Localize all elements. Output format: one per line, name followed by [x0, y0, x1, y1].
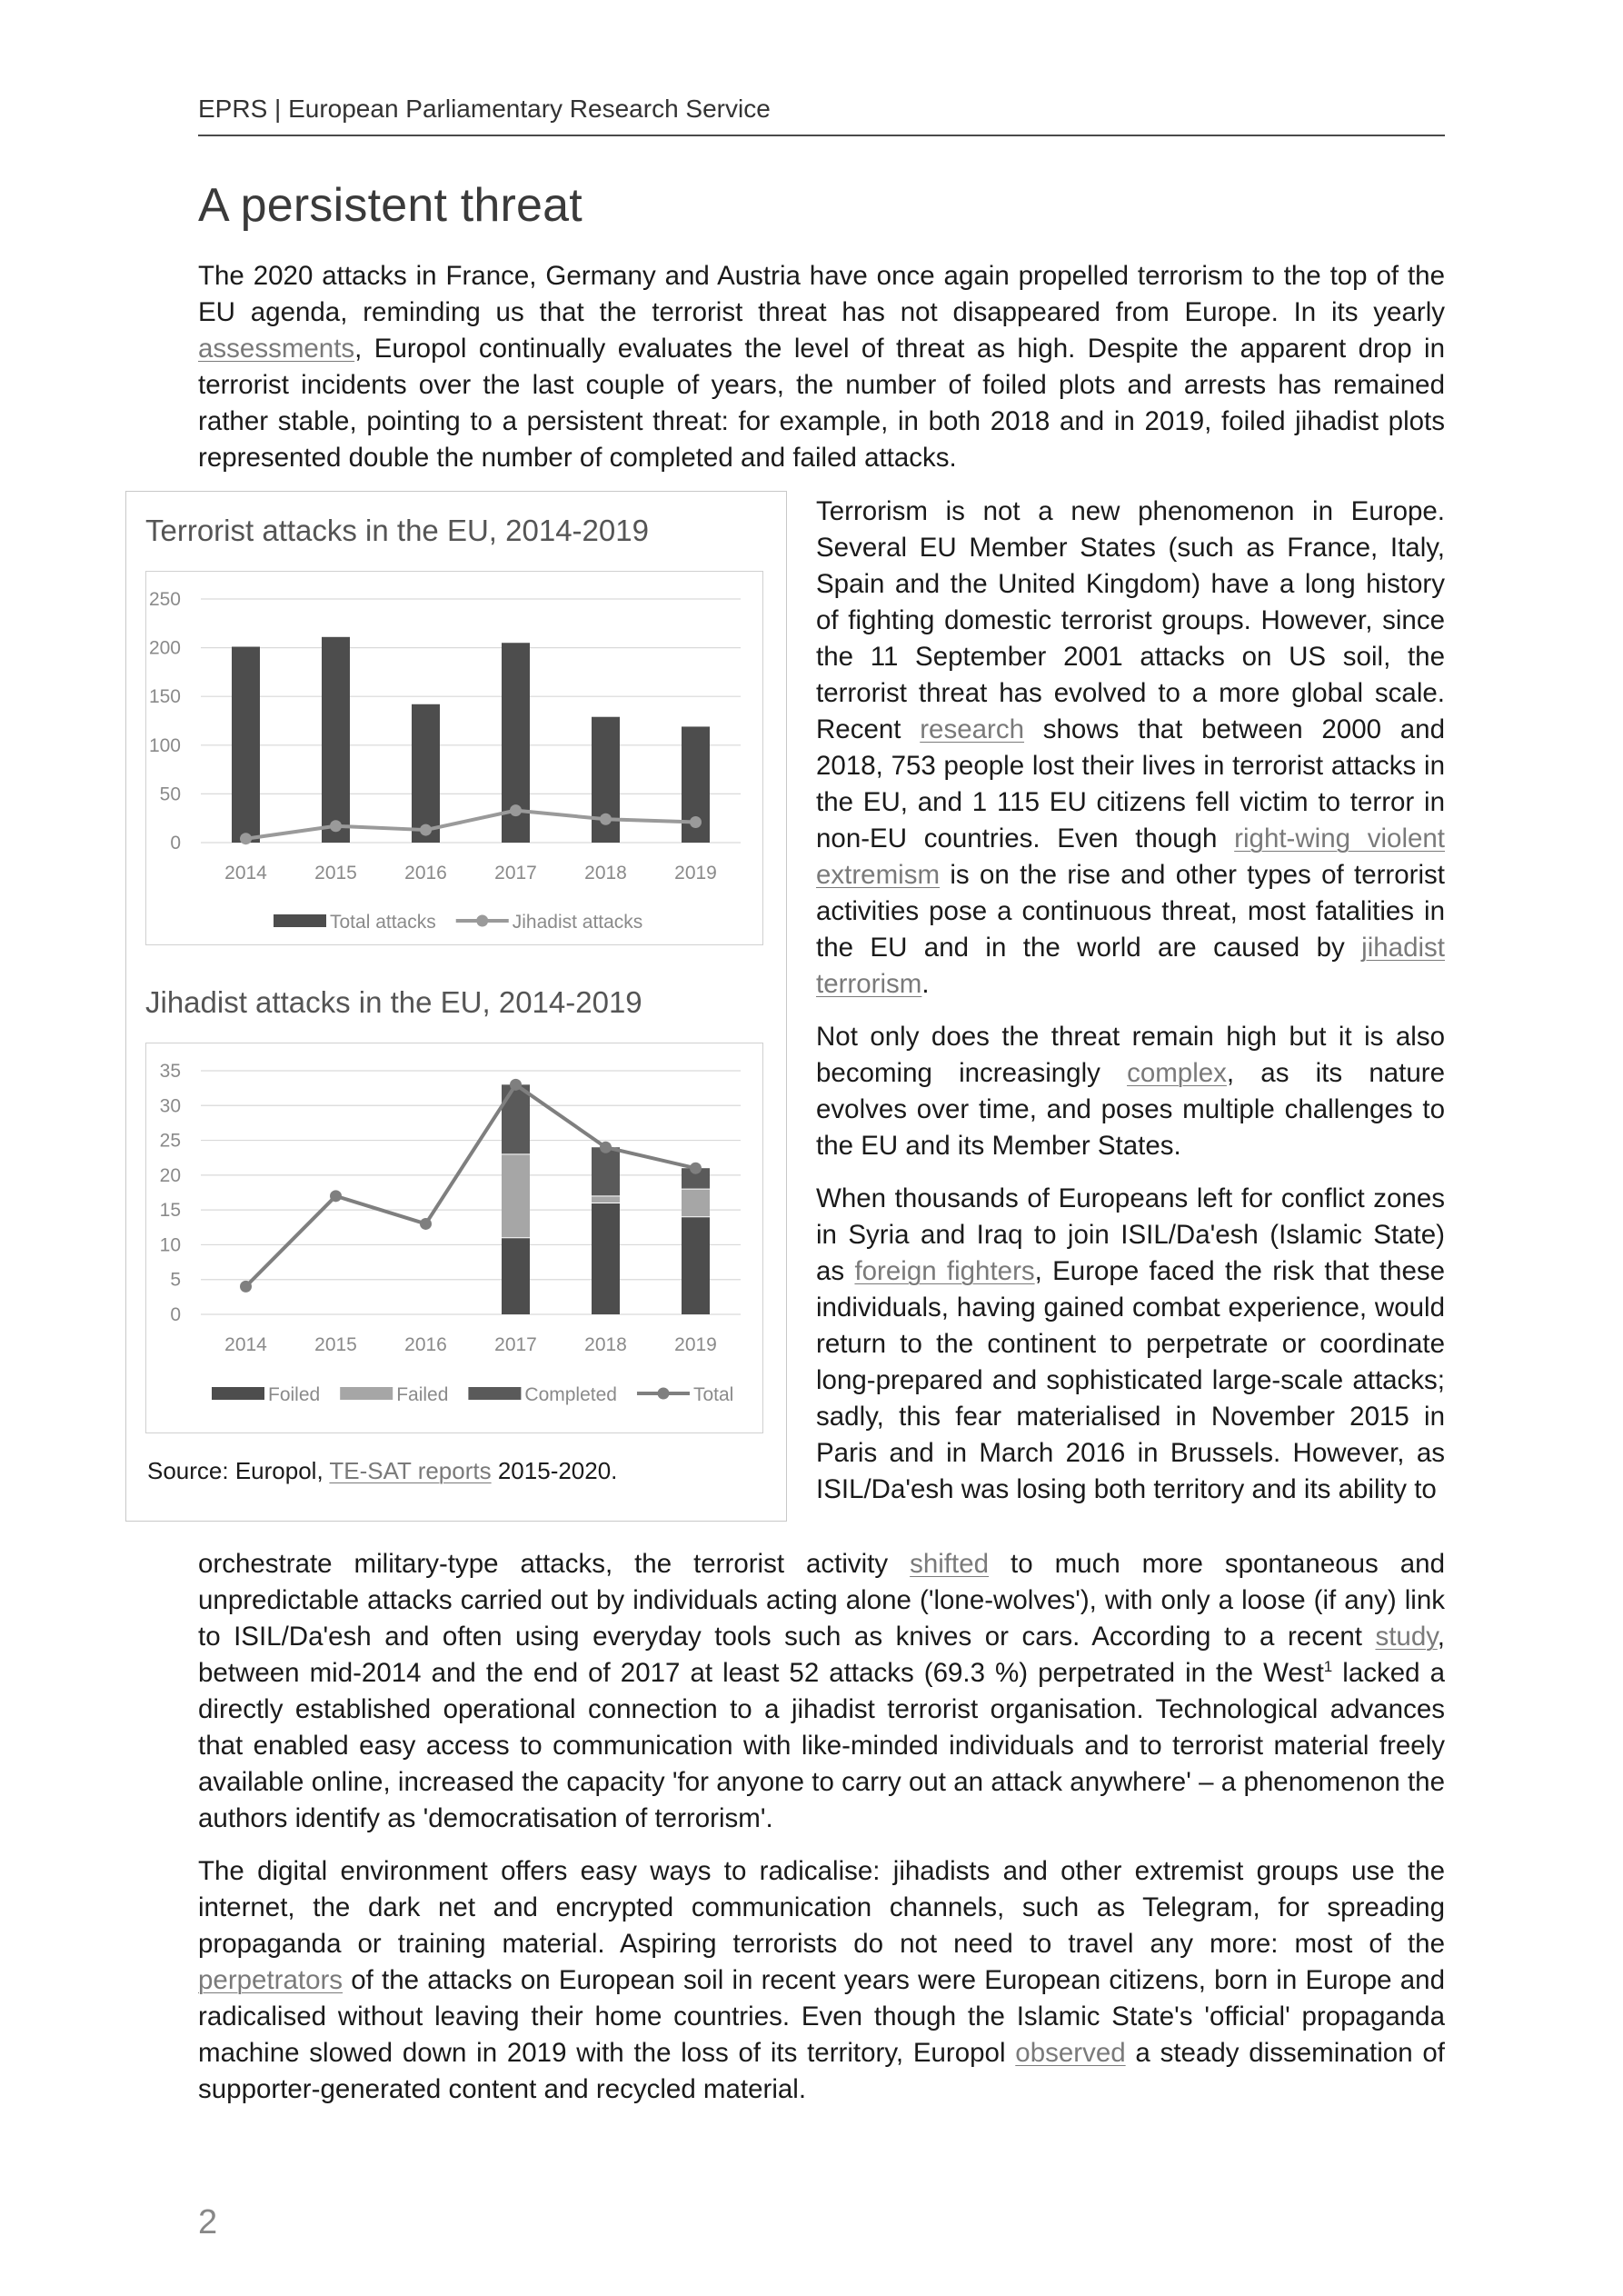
line-point — [510, 804, 522, 816]
line-point — [420, 1218, 432, 1230]
text-digital-3: a steady dissemination of supporter-generated content and recycled material. — [198, 2038, 1445, 2104]
legend-marker — [657, 1388, 669, 1400]
legend-swatch — [212, 1387, 264, 1400]
text-complexity-1: Not only does the threat remain high but it is also becoming increasingly — [816, 1022, 1445, 1088]
line-point — [690, 816, 702, 828]
text-lone-4: lacked a directly established operational connection to a jihadist terrorist organisation. Technological advances that enabled easy access to communication with like-minded individuals and to terrorist material freely available online, increased the capacity 'for anyone to carry out an attack anywhere' – a phenomenon the authors identify as 'democratisation of terrorism'. — [198, 1658, 1446, 1833]
intro-text-1: The 2020 attacks in France, Germany and Austria have once again propelled terrorism to the top of the EU agenda, reminding us that the terrorist threat has not disappeared from Europe. In its yearly — [198, 261, 1445, 327]
bar-foiled — [682, 1217, 710, 1314]
link-assessments[interactable]: assessments — [198, 334, 355, 364]
figure-box — [125, 491, 787, 1522]
x-tick-label: 2018 — [584, 1334, 627, 1355]
text-fighters-1: When thousands of Europeans left for conflict zones in Syria and Iraq to join ISIL/Da'esh (Islamic State) as — [816, 1183, 1445, 1286]
x-tick-label: 2019 — [674, 1334, 717, 1355]
legend-label: Jihadist attacks — [512, 912, 643, 933]
y-tick-label: 25 — [159, 1130, 181, 1152]
y-tick-label: 30 — [159, 1095, 181, 1117]
y-tick-label: 150 — [148, 686, 181, 708]
intro-text-2: , Europol continually evaluates the level of threat as high. Despite the apparent drop in terrorist incidents over the last couple of years, the number of foiled plots and arrests has remained rather stable, pointing to a persistent threat: for example, in both 2018 and in 2019, foiled jihadist plots represented double the number of completed and failed attacks. — [198, 334, 1445, 473]
text-complexity-2: , as its nature evolves over time, and poses multiple challenges to the EU and its Member States. — [816, 1058, 1445, 1161]
bar-total-attacks — [232, 647, 260, 843]
legend-label: Completed — [524, 1384, 617, 1405]
x-tick-label: 2016 — [404, 863, 447, 883]
bar-foiled — [502, 1238, 530, 1314]
paragraph-digital-environment — [198, 1853, 1445, 2108]
x-tick-label: 2019 — [674, 863, 717, 883]
link-shifted[interactable]: shifted — [910, 1549, 990, 1579]
paragraph-lone-wolves — [198, 1546, 1445, 1837]
source-text-2: 2015-2020. — [491, 1457, 618, 1484]
x-tick-label: 2017 — [494, 1334, 537, 1355]
line-point — [330, 1190, 342, 1202]
x-tick-label: 2016 — [404, 1334, 447, 1355]
y-tick-label: 5 — [170, 1269, 181, 1291]
x-tick-label: 2015 — [314, 1334, 357, 1355]
x-tick-label: 2017 — [494, 863, 537, 883]
chart2-svg — [146, 1043, 762, 1433]
text-digital-2: of the attacks on European soil in recent years were European citizens, born in Europe and radicalised without leaving their home countries. Even though the Islamic State's 'official' propaganda machine slowed down in 2019 with the loss of its territory, Europol — [198, 1965, 1445, 2068]
link-study[interactable]: study — [1375, 1622, 1438, 1652]
bar-total-attacks — [322, 637, 350, 843]
text-history-3: is on the rise and other types of terrorist activities pose a continuous threat, most fatalities in the EU and in the world are caused by — [816, 860, 1445, 963]
text-history-4: . — [921, 969, 930, 999]
text-lone-1: orchestrate military-type attacks, the terrorist activity — [198, 1549, 911, 1579]
legend-swatch — [340, 1387, 393, 1400]
line-point — [690, 1163, 702, 1174]
legend-marker — [476, 915, 488, 927]
line-point — [240, 833, 252, 844]
link-foreign-fighters[interactable]: foreign fighters — [854, 1256, 1035, 1286]
y-tick-label: 10 — [159, 1234, 181, 1256]
text-digital-1: The digital environment offers easy ways to radicalise: jihadists and other extremist groups use the internet, the dark net and encrypted communication channels, such as Telegram, for spreading propaganda or training material. Aspiring terrorists do not need to travel any more: most of the — [198, 1856, 1445, 1959]
text-lone-2: to much more spontaneous and unpredictable attacks carried out by individuals acting alone ('lone-wolves'), with only a loose (if any) link to ISIL/Da'esh and often using everyday tools such as knives or cars. According to a recent — [198, 1549, 1445, 1652]
text-lone-3: , between mid-2014 and the end of 2017 at least 52 attacks (69.3 %) perpetrated in the West — [198, 1622, 1445, 1688]
bar-failed — [502, 1154, 530, 1238]
link-right-wing-extremism[interactable]: right-wing violent extremism — [816, 824, 1446, 890]
full-width-text — [198, 1546, 1445, 2108]
y-tick-label: 250 — [148, 589, 181, 610]
line-point — [330, 820, 342, 832]
y-tick-label: 15 — [159, 1200, 181, 1222]
link-research[interactable]: research — [920, 714, 1025, 744]
link-observed[interactable]: observed — [1015, 2038, 1126, 2068]
legend-label: Total attacks — [330, 912, 436, 933]
line-jihadist-attacks — [246, 811, 696, 839]
section-title: A persistent threat — [198, 179, 582, 232]
right-column — [816, 494, 1445, 1508]
x-tick-label: 2018 — [584, 863, 627, 883]
line-point — [510, 1079, 522, 1091]
y-tick-label: 50 — [159, 784, 181, 805]
y-tick-label: 200 — [148, 637, 181, 659]
x-tick-label: 2014 — [224, 1334, 267, 1355]
text-history-2: shows that between 2000 and 2018, 753 people lost their lives in terrorist attacks in the EU, and 1 115 EU citizens fell victim to terror in non-EU countries. Even though — [816, 714, 1445, 854]
paragraph-history — [816, 494, 1445, 1003]
y-tick-label: 20 — [159, 1164, 181, 1186]
legend-label: Foiled — [268, 1384, 321, 1405]
link-jihadist-terrorism[interactable]: jihadist terrorism — [816, 933, 1445, 999]
bar-completed — [502, 1084, 530, 1154]
figure-source — [147, 1457, 617, 1485]
legend-label: Failed — [396, 1384, 449, 1405]
intro-paragraph — [198, 258, 1445, 476]
text-fighters-2: , Europe faced the risk that these individuals, having gained combat experience, would return to the continent to perpetrate or coordinate long-prepared and sophisticated large-scale attacks; sadly, this fear materialised in November 2015 in Paris and in March 2016 in Brussels. However, as ISIL/Da'esh was losing both territory and its ability to — [816, 1256, 1446, 1504]
bar-failed — [592, 1196, 620, 1203]
running-header: EPRS | European Parliamentary Research Service — [198, 95, 1445, 136]
x-tick-label: 2015 — [314, 863, 357, 883]
chart2-title: Jihadist attacks in the EU, 2014-2019 — [145, 985, 642, 1019]
bar-total-attacks — [412, 704, 440, 843]
bar-failed — [682, 1189, 710, 1217]
y-tick-label: 0 — [170, 1304, 181, 1325]
line-total — [246, 1084, 696, 1286]
source-text-1: Source: Europol, — [147, 1457, 330, 1484]
line-point — [420, 824, 432, 836]
footnote-marker[interactable]: 1 — [1323, 1658, 1333, 1676]
y-tick-label: 100 — [148, 734, 181, 756]
link-te-sat-reports[interactable]: TE-SAT reports — [329, 1457, 492, 1484]
line-point — [240, 1281, 252, 1293]
line-point — [600, 814, 612, 825]
paragraph-foreign-fighters — [816, 1181, 1445, 1508]
x-tick-label: 2014 — [224, 863, 267, 883]
link-perpetrators[interactable]: perpetrators — [198, 1965, 344, 1995]
page-number: 2 — [198, 2203, 218, 2241]
text-history-1: Terrorism is not a new phenomenon in Europe. Several EU Member States (such as France, Italy, Spain and the United Kingdom) have a long history of fighting domestic terrorist groups. However, since the 11 September 2001 attacks on US soil, the terrorist threat has evolved to a more global scale. Recent — [816, 496, 1445, 744]
y-tick-label: 35 — [159, 1061, 181, 1082]
link-complex[interactable]: complex — [1127, 1058, 1227, 1088]
legend-swatch — [468, 1387, 521, 1400]
chart1-frame — [145, 571, 763, 945]
y-tick-label: 0 — [170, 833, 181, 854]
bar-foiled — [592, 1203, 620, 1314]
bar-completed — [592, 1147, 620, 1196]
chart1-svg — [146, 572, 762, 944]
chart1-title: Terrorist attacks in the EU, 2014-2019 — [145, 514, 649, 547]
paragraph-complexity — [816, 1019, 1445, 1164]
chart2-frame — [145, 1043, 763, 1433]
legend-label: Total — [692, 1384, 734, 1405]
line-point — [600, 1142, 612, 1153]
legend-swatch — [274, 914, 326, 927]
